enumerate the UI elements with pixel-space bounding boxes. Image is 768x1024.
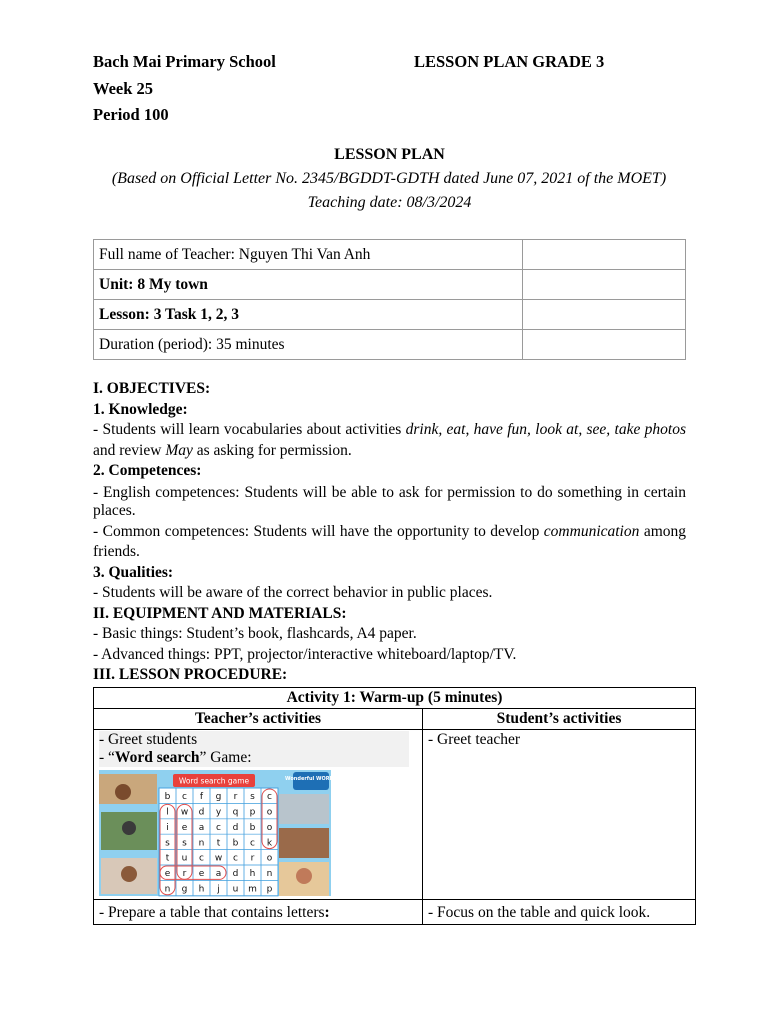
photo-figure — [296, 868, 312, 884]
empty-cell — [523, 240, 686, 270]
objectives-heading: I. OBJECTIVES: — [93, 380, 211, 397]
lesson-plan-title: LESSON PLAN — [334, 146, 445, 163]
grid-letter: r — [182, 869, 187, 880]
activity-table — [93, 687, 696, 925]
teacher-col-header: Teacher’s activities — [94, 709, 423, 730]
letter-grid — [159, 788, 278, 896]
week-label: Week 25 — [93, 79, 154, 98]
grid-letter: t — [216, 838, 221, 849]
grid-letter: b — [249, 822, 256, 833]
grid-letter: c — [182, 792, 187, 803]
grid-letter: o — [266, 822, 273, 833]
photo-figure — [115, 784, 131, 800]
objectives-section — [93, 379, 686, 686]
school-name: Bach Mai Primary School — [93, 52, 276, 71]
grid-letter: p — [266, 884, 273, 895]
table-row — [94, 270, 686, 300]
grid-letter: d — [232, 822, 239, 833]
word-search-title: Word search game — [178, 776, 250, 786]
grid-letter: y — [215, 807, 222, 818]
grid-letter: u — [181, 853, 188, 864]
teacher-greet-block — [99, 731, 409, 767]
grid-letter: o — [266, 807, 273, 818]
table-row — [94, 709, 696, 730]
grid-letter: e — [164, 869, 171, 880]
knowledge-text: - Students will learn vocabularies about activities drink, eat, have fun, look at, see, take photos and review May as asking for permission. — [93, 421, 686, 459]
photo-figure — [122, 821, 136, 835]
qualities-heading: 3. Qualities: — [93, 563, 174, 581]
photo-figure — [121, 866, 137, 882]
grid-letter: e — [181, 822, 188, 833]
game-intro: - “Word search” Game: — [99, 749, 252, 766]
teacher-info-table — [93, 239, 686, 360]
table-row — [94, 900, 696, 925]
english-competences: - English competences: Students will be able to ask for permission to do something in certain places. — [93, 483, 686, 519]
word-search-image — [99, 770, 337, 896]
based-on-note: (Based on Official Letter No. 2345/BGDDT-GDTH dated June 07, 2021 of the MOET) — [111, 170, 667, 187]
grid-letter: c — [199, 853, 204, 864]
grid-letter: a — [215, 869, 222, 880]
grid-letter: c — [233, 853, 238, 864]
grid-letter: s — [250, 792, 255, 803]
student-greet: - Greet teacher — [428, 731, 521, 748]
grid-letter: k — [266, 838, 273, 849]
common-competences: - Common competences: Students will have the opportunity to develop communication among friends. — [93, 522, 687, 560]
teacher-activities-cell — [94, 730, 423, 900]
lesson-cell: Lesson: 3 Task 1, 2, 3 — [94, 300, 523, 330]
grid-letter: f — [199, 792, 204, 803]
grid-letter: b — [232, 838, 239, 849]
photo-right-2 — [279, 828, 329, 858]
student-col-header: Student’s activities — [423, 709, 696, 730]
table-row — [94, 330, 686, 360]
empty-cell — [523, 330, 686, 360]
grid-letter: g — [215, 792, 222, 803]
grid-letter: g — [181, 884, 188, 895]
grid-letter: d — [232, 869, 239, 880]
teacher-prepare-cell: - Prepare a table that contains letters: — [94, 900, 423, 925]
plan-title: LESSON PLAN GRADE 3 — [414, 52, 605, 71]
equipment-advanced: - Advanced things: PPT, projector/interactive whiteboard/laptop/TV. — [93, 645, 517, 663]
grid-letter: o — [266, 853, 273, 864]
grid-letter: c — [267, 792, 272, 803]
table-row — [94, 300, 686, 330]
photo-right-1 — [279, 794, 329, 824]
qualities-text: - Students will be aware of the correct behavior in public places. — [93, 584, 493, 601]
grid-letter: d — [198, 807, 205, 818]
duration-cell: Duration (period): 35 minutes — [94, 330, 523, 360]
grid-letter: t — [165, 853, 170, 864]
equipment-basic: - Basic things: Student’s book, flashcards, A4 paper. — [93, 625, 417, 642]
table-row — [94, 730, 696, 900]
empty-cell — [523, 300, 686, 330]
grid-letter: h — [249, 869, 256, 880]
grid-letter: c — [216, 822, 221, 833]
grid-letter: u — [232, 884, 239, 895]
grid-letter: n — [266, 869, 273, 880]
grid-letter: n — [164, 884, 171, 895]
grid-letter: s — [182, 838, 187, 849]
grid-letter: h — [198, 884, 205, 895]
empty-cell — [523, 270, 686, 300]
teaching-date: Teaching date: 08/3/2024 — [307, 194, 472, 211]
grid-letter: p — [249, 807, 256, 818]
knowledge-heading: 1. Knowledge: — [93, 400, 188, 418]
period-label: Period 100 — [93, 105, 169, 124]
unit-cell: Unit: 8 My town — [94, 270, 523, 300]
grid-letter: j — [217, 884, 220, 895]
grid-letter: w — [214, 853, 223, 864]
grid-letter: w — [180, 807, 189, 818]
grid-letter: l — [166, 807, 169, 818]
table-row — [94, 688, 696, 709]
teacher-name-cell: Full name of Teacher: Nguyen Thi Van Anh — [94, 240, 523, 270]
grid-letter: r — [233, 792, 238, 803]
grid-letter: a — [198, 822, 205, 833]
grid-letter: c — [250, 838, 255, 849]
equipment-heading: II. EQUIPMENT AND MATERIALS: — [93, 604, 347, 622]
grid-letter: e — [198, 869, 205, 880]
badge-text: Wonderful WORLD — [285, 776, 337, 782]
grid-letter: i — [166, 822, 169, 833]
student-focus-cell: - Focus on the table and quick look. — [423, 900, 696, 925]
activity-title: Activity 1: Warm-up (5 minutes) — [94, 688, 696, 709]
grid-letter: m — [248, 884, 257, 895]
teacher-greet: - Greet students — [99, 731, 198, 748]
grid-letter: r — [250, 853, 255, 864]
grid-letter: s — [165, 838, 170, 849]
competences-heading: 2. Competences: — [93, 462, 202, 479]
grid-letter: q — [232, 807, 239, 818]
table-row — [94, 240, 686, 270]
grid-letter: n — [198, 838, 205, 849]
procedure-heading: III. LESSON PROCEDURE: — [93, 666, 288, 683]
grid-letter: b — [164, 792, 171, 803]
student-activities-cell — [423, 730, 696, 900]
